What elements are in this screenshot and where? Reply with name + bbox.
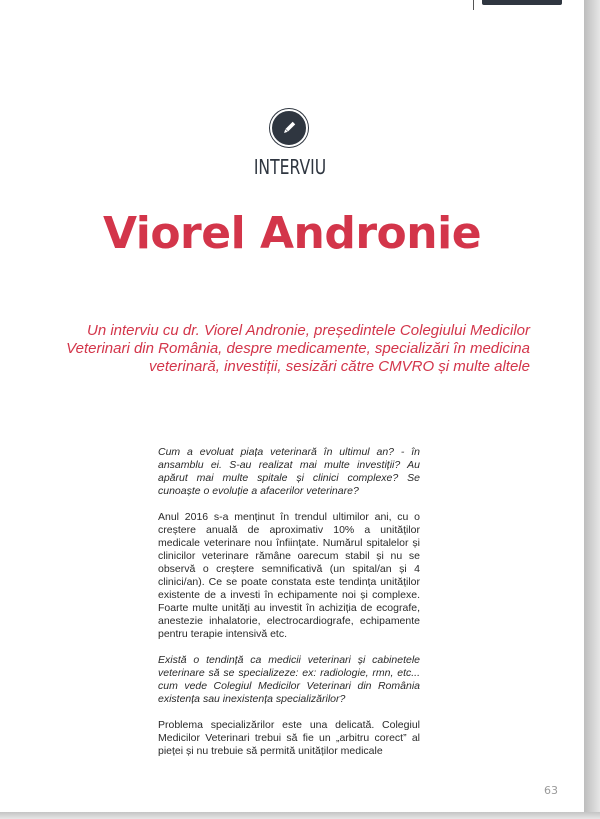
page-edge-shadow bbox=[584, 0, 600, 819]
question-1: Cum a evoluat piața veterinară în ultimul an? - în ansamblu ei. S-au realizat mai multe investiții? Au apărut mai multe spitale și clinici complexe? Se cunoaște o evoluție a afacerilor veterinare? bbox=[158, 446, 420, 497]
pencil-icon bbox=[270, 109, 308, 147]
article-lede: Un interviu cu dr. Viorel Andronie, președintele Colegiului Medicilor Veterinari din România, despre medicamente, specializări în medicina veterinară, investiții, sesizări către CMVRO și multe altele bbox=[66, 322, 530, 375]
article-body bbox=[158, 446, 420, 771]
article-title: Viorel Andronie bbox=[102, 208, 482, 259]
header-divider bbox=[473, 0, 474, 10]
page-bottom-shadow bbox=[0, 812, 600, 819]
question-2: Există o tendință ca medicii veterinari și cabinetele veterinare să se specializeze: ex: radiologie, rmn, etc... cum vede Colegiul Medicilor Veterinari din România existența sau inexistența specializărilor? bbox=[158, 654, 420, 705]
section-label: INTERVIU bbox=[253, 155, 327, 179]
answer-1: Anul 2016 s-a menținut în trendul ultimilor ani, cu o creștere anuală de aproximativ 10% a unităților medicale veterinare nou înființate. Numărul spitalelor și clinicilor veterinare rămâne oarecum stabil și nu se observă o creștere semnificativă (un spital/an și 4 clinici/an). Ce se poate constata este tendința unităților existente de a investi în echipamente noi și complexe. Foarte multe unități au investit în achiziția de ecografe, anestezie inhalatorie, electrocardiografe, echipamente pentru terapie intensivă etc. bbox=[158, 511, 420, 640]
header-section-tag bbox=[482, 0, 562, 5]
page-number: 63 bbox=[544, 784, 558, 797]
answer-2: Problema specializărilor este una delicată. Colegiul Medicilor Veterinari trebui să fie un „arbitru corect” al pieței și nu trebuie să permită unităților medicale bbox=[158, 719, 420, 757]
